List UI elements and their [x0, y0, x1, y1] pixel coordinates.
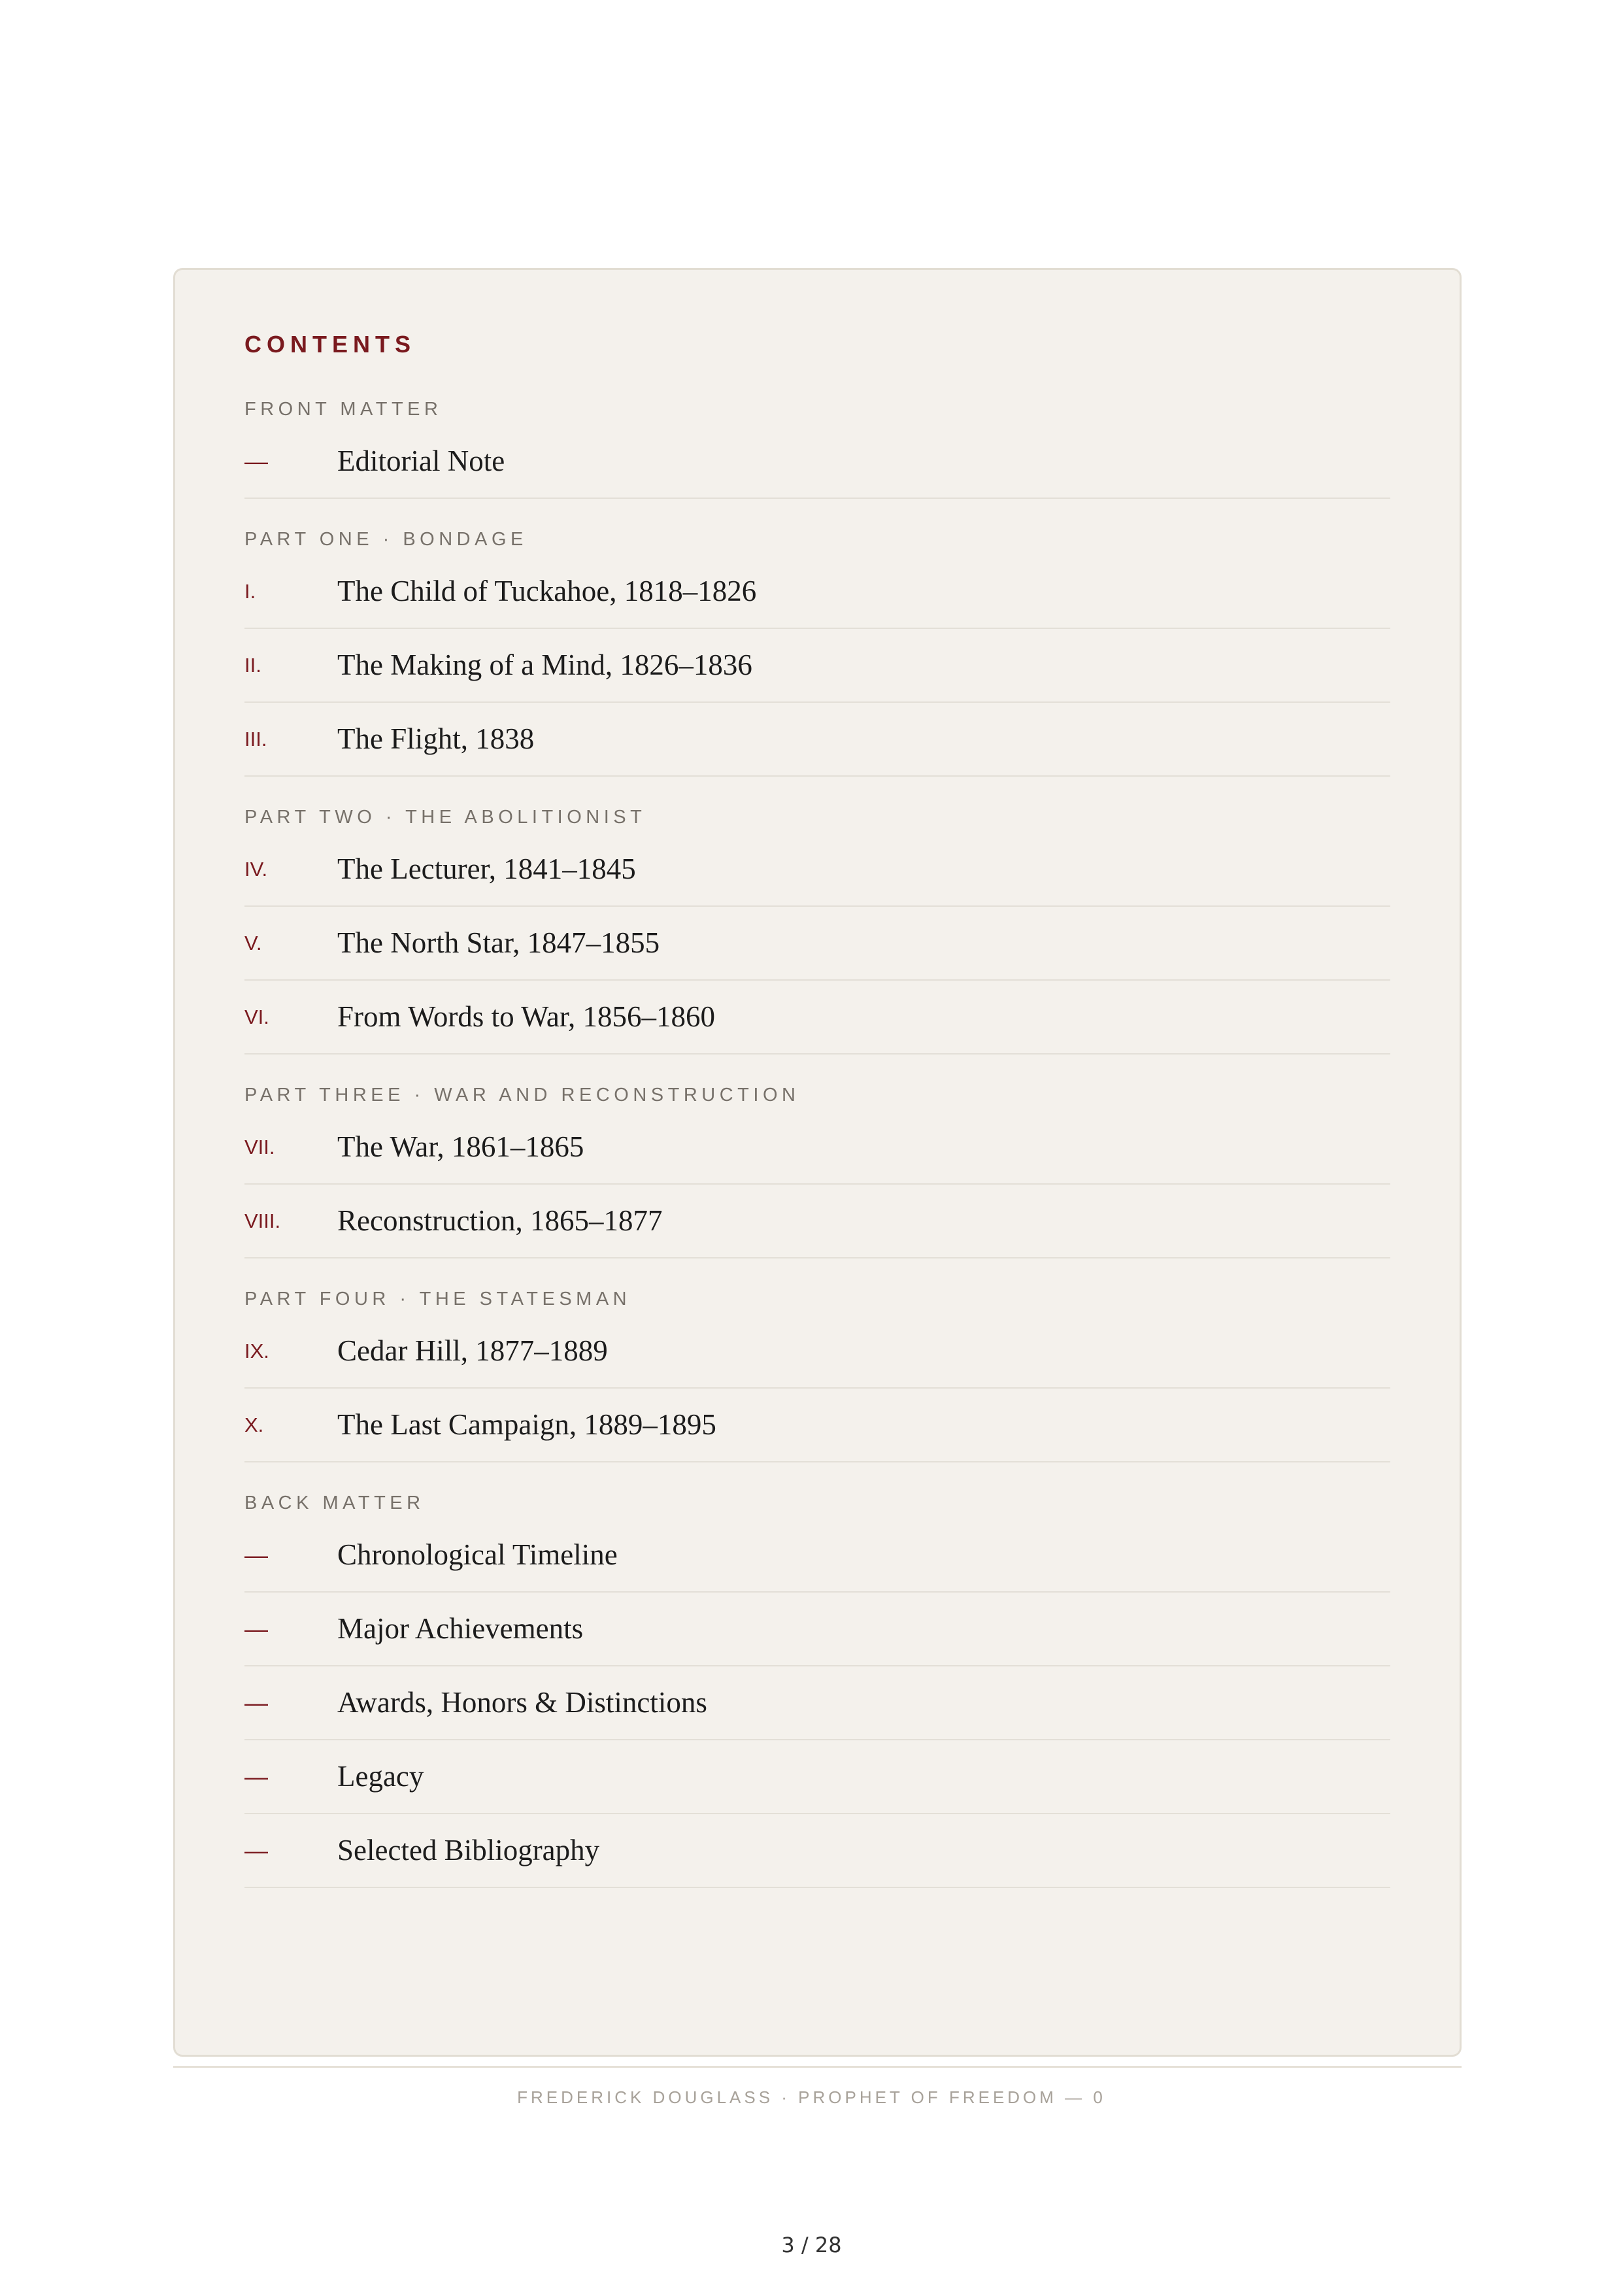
entry-title: Reconstruction, 1865–1877 [337, 1204, 663, 1237]
toc-entry[interactable] [244, 1389, 1390, 1462]
entry-title: Chronological Timeline [337, 1538, 618, 1571]
section-label: PART ONE · BONDAGE [244, 529, 527, 550]
entry-title: The Making of a Mind, 1826–1836 [337, 649, 752, 681]
toc-entry[interactable] [244, 1185, 1390, 1258]
entry-title: Cedar Hill, 1877–1889 [337, 1334, 608, 1367]
entry-dash-marker: — [244, 1541, 268, 1568]
chapter-numeral: III. [244, 728, 267, 751]
entry-dash-marker: — [244, 1615, 268, 1642]
chapter-numeral: IV. [244, 858, 268, 881]
entry-title: Legacy [337, 1760, 424, 1793]
entry-dash-marker: — [244, 1689, 268, 1716]
entry-title: The Child of Tuckahoe, 1818–1826 [337, 575, 757, 607]
toc-entry[interactable] [244, 1593, 1390, 1666]
entry-dash-marker: — [244, 1763, 268, 1790]
contents-sections [244, 396, 1390, 1888]
toc-entry[interactable] [244, 1519, 1390, 1593]
toc-section [244, 526, 1390, 777]
footer-divider [173, 2066, 1462, 2068]
chapter-numeral: IX. [244, 1340, 269, 1362]
toc-entry[interactable] [244, 981, 1390, 1055]
toc-entry[interactable] [244, 1111, 1390, 1185]
chapter-numeral: VI. [244, 1005, 269, 1028]
running-footer: FREDERICK DOUGLASS · PROPHET OF FREEDOM — 0 [517, 2087, 1106, 2107]
entry-title: The Lecturer, 1841–1845 [337, 853, 636, 885]
entry-title: Awards, Honors & Distinctions [337, 1686, 707, 1719]
section-label: PART FOUR · THE STATESMAN [244, 1289, 631, 1309]
toc-entry[interactable] [244, 629, 1390, 703]
toc-entry[interactable] [244, 703, 1390, 777]
chapter-numeral: II. [244, 654, 261, 677]
page-counter: 3 / 28 [781, 2233, 842, 2257]
toc-entry[interactable] [244, 907, 1390, 981]
entry-dash-marker: — [244, 1836, 268, 1864]
toc-entry[interactable] [244, 1814, 1390, 1888]
contents-panel [173, 268, 1462, 2057]
chapter-numeral: I. [244, 580, 256, 603]
entry-title: The War, 1861–1865 [337, 1130, 584, 1163]
entry-title: Editorial Note [337, 445, 505, 477]
entry-title: Selected Bibliography [337, 1834, 600, 1866]
toc-section [244, 804, 1390, 1055]
toc-entry[interactable] [244, 555, 1390, 629]
chapter-numeral: VIII. [244, 1209, 281, 1232]
contents-heading: CONTENTS [244, 331, 416, 358]
toc-entry[interactable] [244, 1740, 1390, 1814]
toc-section [244, 1286, 1390, 1462]
section-label: FRONT MATTER [244, 399, 443, 420]
section-label: PART TWO · THE ABOLITIONIST [244, 807, 646, 828]
toc-entry[interactable] [244, 833, 1390, 907]
entry-title: Major Achievements [337, 1612, 584, 1645]
chapter-numeral: X. [244, 1413, 264, 1436]
toc-section [244, 1490, 1390, 1888]
toc-entry[interactable] [244, 425, 1390, 499]
entry-title: The Last Campaign, 1889–1895 [337, 1408, 716, 1441]
entry-title: The North Star, 1847–1855 [337, 926, 660, 959]
toc-section [244, 396, 1390, 499]
toc-entry[interactable] [244, 1315, 1390, 1389]
entry-dash-marker: — [244, 447, 268, 475]
chapter-numeral: V. [244, 932, 262, 954]
toc-entry[interactable] [244, 1666, 1390, 1740]
toc-section [244, 1082, 1390, 1258]
entry-title: From Words to War, 1856–1860 [337, 1000, 716, 1033]
entry-title: The Flight, 1838 [337, 722, 535, 755]
chapter-numeral: VII. [244, 1136, 275, 1158]
section-label: BACK MATTER [244, 1493, 425, 1513]
section-label: PART THREE · WAR AND RECONSTRUCTION [244, 1085, 800, 1106]
